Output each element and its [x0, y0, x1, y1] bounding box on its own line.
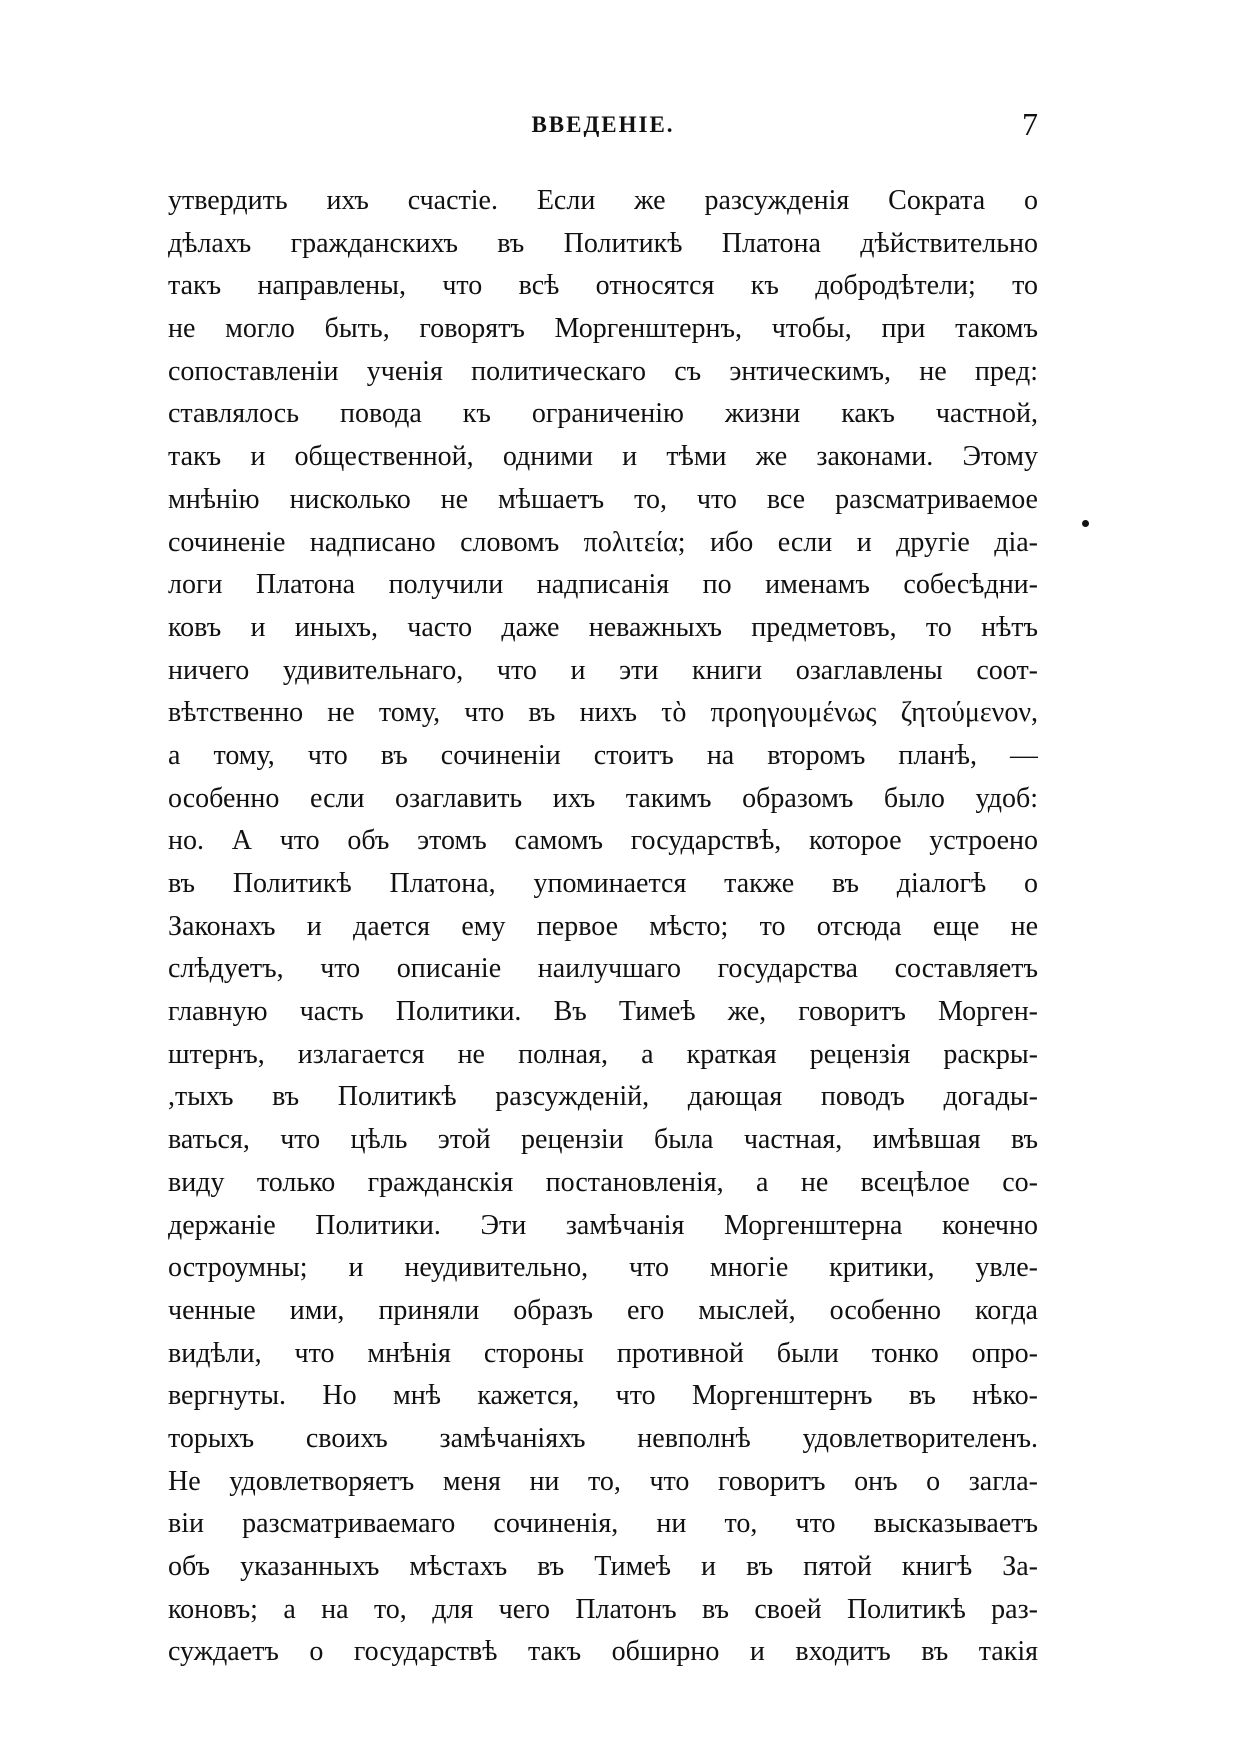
text-line: сопоставленіи ученія политическаго съ энтическимъ, не пред: [168, 355, 1038, 387]
text-line: Законахъ и дается ему первое мѣсто; то отсюда еще не [168, 910, 1038, 942]
running-head: ВВЕДЕНІЕ. [531, 112, 675, 137]
page-header [168, 106, 1038, 162]
text-line: не могло быть, говорятъ Моргенштернъ, чтобы, при такомъ [168, 313, 1038, 345]
text-line: такъ направлены, что всѣ относятся къ добродѣтели; то [168, 270, 1038, 302]
text-line: ченные ими, приняли образъ его мыслей, особенно когда [168, 1294, 1038, 1326]
text-line: видѣли, что мнѣнія стороны противной были тонко опро- [168, 1337, 1038, 1369]
text-line: вѣтственно не тому, что въ нихъ τὸ προηγουμένως ζητούμενον, [168, 697, 1038, 729]
text-line: суждаетъ о государствѣ такъ обширно и входитъ въ такія [168, 1636, 1038, 1668]
text-line: сочиненіе надписано словомъ πολιτεία; ибо если и другіе діа- [168, 526, 1038, 558]
text-line: логи Платона получили надписанія по именамъ собесѣдни- [168, 569, 1038, 601]
text-line: слѣдуетъ, что описаніе наилучшаго государства составляетъ [168, 953, 1038, 985]
text-line: вергнуты. Но мнѣ кажется, что Моргенштернъ въ нѣко- [168, 1380, 1038, 1412]
text-line: ,тыхъ въ Политикѣ разсужденій, дающая поводъ догады- [168, 1081, 1038, 1113]
text-line: виду только гражданскія постановленія, а не всецѣлое со- [168, 1166, 1038, 1198]
text-line: ставлялось повода къ ограниченію жизни какъ частной, [168, 398, 1038, 430]
text-line: объ указанныхъ мѣстахъ въ Тимеѣ и въ пятой книгѣ За- [168, 1551, 1038, 1582]
text-line: ничего удивительнаго, что и эти книги озаглавлены соот- [168, 654, 1038, 686]
text-line: въ Политикѣ Платона, упоминается также въ діалогѣ о [168, 868, 1038, 899]
text-line: мнѣнію нисколько не мѣшаетъ то, что все разсматриваемое [168, 483, 1038, 515]
text-line: остроумны; и неудивительно, что многіе критики, увле- [168, 1252, 1038, 1284]
text-line: віи разсматриваемаго сочиненія, ни то, что высказываетъ [168, 1508, 1038, 1540]
text-line: ковъ и иныхъ, часто даже неважныхъ предметовъ, то нѣтъ [168, 611, 1038, 643]
body-text [168, 180, 1038, 1674]
text-line: утвердить ихъ счастіе. Если же разсужденія Сократа о [168, 185, 1038, 216]
text-line: такъ и общественной, одними и тѣми же законами. Этому [168, 441, 1038, 473]
text-line: держаніе Политики. Эти замѣчанія Моргенштерна конечно [168, 1209, 1038, 1241]
text-line: но. А что объ этомъ самомъ государствѣ, которое устроено [168, 825, 1038, 857]
text-line: особенно если озаглавить ихъ такимъ образомъ было удоб: [168, 782, 1038, 814]
margin-dot-mark [1082, 520, 1089, 527]
text-line: ваться, что цѣль этой рецензіи была частная, имѣвшая въ [168, 1124, 1038, 1156]
page-number: 7 [1022, 106, 1038, 142]
text-line: а тому, что въ сочиненіи стоитъ на второмъ планѣ, — [168, 739, 1038, 771]
text-line: главную часть Политики. Въ Тимеѣ же, говоритъ Морген- [168, 996, 1038, 1028]
text-line: торыхъ своихъ замѣчаніяхъ невполнѣ удовлетворителенъ. [168, 1422, 1038, 1454]
text-line: дѣлахъ гражданскихъ въ Политикѣ Платона дѣйствительно [168, 227, 1038, 259]
text-line: Не удовлетворяетъ меня ни то, что говоритъ онъ о заглa- [168, 1465, 1038, 1497]
text-line: штернъ, излагается не полная, а краткая рецензія раскры- [168, 1038, 1038, 1070]
text-line: коновъ; а на то, для чего Платонъ въ своей Политикѣ раз- [168, 1593, 1038, 1625]
